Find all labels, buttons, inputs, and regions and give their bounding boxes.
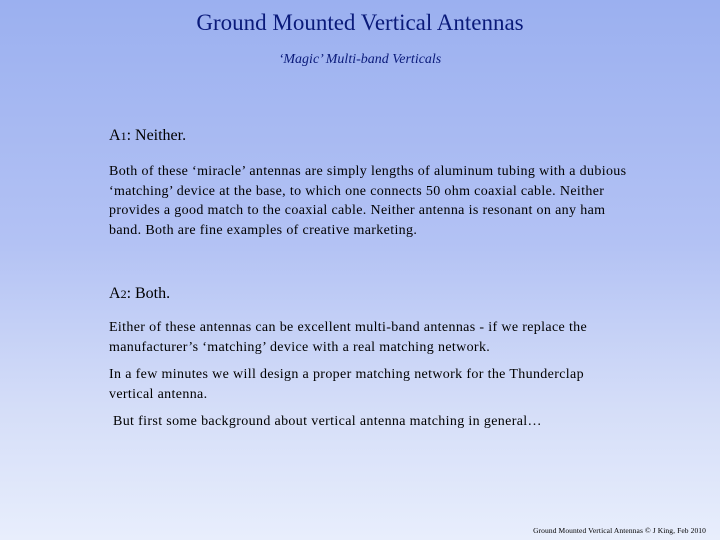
slide-footer: Ground Mounted Vertical Antennas © J King, Feb 2010 [533, 526, 706, 535]
slide-title: Ground Mounted Vertical Antennas [196, 10, 524, 35]
answer-1-body: Both of these ‘miracle’ antennas are simply lengths of aluminum tubing with a dubious ‘matching’ device at the base, to which one connects 50 ohm coaxial cable. Neither provides a good match to the coaxial cable. Neither antenna is resonant on any ham band. Both are fine examples of creative marketing. [109, 164, 627, 238]
slide-content [109, 126, 629, 429]
answer-2-text: : Both. [126, 285, 171, 302]
answer-2-number: 2 [120, 287, 127, 301]
answer-2-paragraph-3: But first some background about vertical antenna matching in general… [113, 414, 542, 429]
answer-1-text: : Neither. [126, 127, 187, 144]
answer-1-heading [109, 126, 629, 146]
answer-2-heading [109, 284, 170, 304]
answer-1-letter: A [109, 127, 121, 144]
answer-2-letter: A [109, 285, 121, 302]
answer-2-paragraph-1: Either of these antennas can be excellent multi-band antennas - if we replace the manufacturer’s ‘matching’ device with a real matching network. [109, 320, 588, 355]
answer-2-paragraph-2: In a few minutes we will design a proper matching network for the Thunderclap vertical antenna. [109, 367, 584, 402]
slide-subtitle: ‘Magic’ Multi-band Verticals [278, 52, 442, 67]
answer-2-body [109, 318, 629, 432]
answer-1-number: 1 [120, 129, 127, 143]
